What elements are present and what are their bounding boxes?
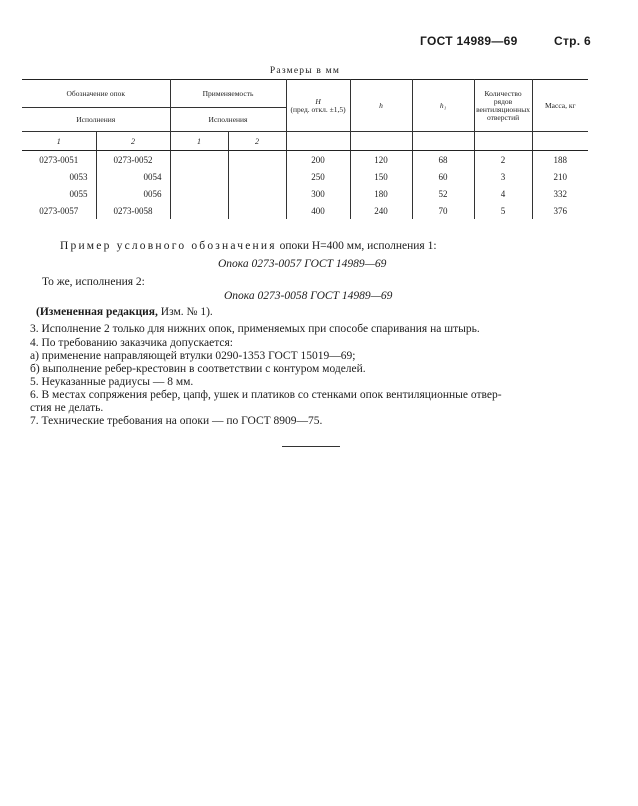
- header-app-version-1: 1: [170, 132, 228, 151]
- cell-h: 180: [350, 185, 412, 202]
- header-versions-1: Исполнения: [22, 108, 170, 132]
- end-rule: [282, 446, 340, 447]
- cell-rows: 2: [474, 151, 532, 169]
- cell-h: 150: [350, 168, 412, 185]
- cell-H: 300: [286, 185, 350, 202]
- revision-note: (Измененная редакция, Изм. № 1).: [36, 306, 213, 318]
- cell-v2: 0056: [96, 185, 170, 202]
- header-designation: Обозначение опок: [22, 80, 170, 108]
- cell-h1: 52: [412, 185, 474, 202]
- cell-h: 120: [350, 151, 412, 169]
- dimensions-table: [22, 79, 588, 219]
- table-caption: Размеры в мм: [269, 66, 341, 76]
- header-version-1: 1: [22, 132, 96, 151]
- header-versions-2: Исполнения: [170, 108, 286, 132]
- cell-H: 200: [286, 151, 350, 169]
- header-h: h: [350, 80, 412, 132]
- cell-h1: 60: [412, 168, 474, 185]
- cell-h: 240: [350, 202, 412, 219]
- cell-h1: 68: [412, 151, 474, 169]
- cell-v2: 0273-0052: [96, 151, 170, 169]
- item-4a: а) применение направляющей втулки 0290-1353 ГОСТ 15019—69;: [30, 350, 356, 362]
- item-4b: б) выполнение ребер-крестовин в соответствии с контуром моделей.: [30, 363, 366, 375]
- item-7: 7. Технические требования на опоки — по ГОСТ 8909—75.: [30, 415, 323, 427]
- cell-rows: 3: [474, 168, 532, 185]
- cell-mass: 332: [532, 185, 588, 202]
- header-applicability: Применяемость: [170, 80, 286, 108]
- cell-mass: 188: [532, 151, 588, 169]
- table-row: [22, 168, 588, 185]
- example-heading: Пример условного обозначения опоки H=400 мм, исполнения 1:: [60, 240, 437, 252]
- item-5: 5. Неуказанные радиусы — 8 мм.: [30, 376, 194, 388]
- example-designation-2: Опока 0273-0058 ГОСТ 14989—69: [224, 290, 393, 302]
- item-6-continued: стия не делать.: [30, 402, 104, 414]
- item-4: 4. По требованию заказчика допускается:: [30, 337, 234, 349]
- header-H-note: (пред. откл. ±1,5): [290, 104, 346, 114]
- header-vent-rows: Количество рядов вентиляционных отверстий: [474, 80, 532, 132]
- cell-rows: 5: [474, 202, 532, 219]
- cell-v2: 0273-0058: [96, 202, 170, 219]
- standard-number: ГОСТ 14989—69: [420, 34, 518, 48]
- header-version-2: 2: [96, 132, 170, 151]
- example-designation-1: Опока 0273-0057 ГОСТ 14989—69: [218, 258, 387, 270]
- table-row: [22, 151, 588, 169]
- cell-v1: 0273-0051: [22, 151, 96, 169]
- item-3: 3. Исполнение 2 только для нижних опок, применяемых при способе спаривания на штырь.: [30, 323, 480, 335]
- cell-v1: 0055: [22, 185, 96, 202]
- page-header: [420, 34, 620, 48]
- cell-v1: 0053: [22, 168, 96, 185]
- table-row: [22, 202, 588, 219]
- cell-v2: 0054: [96, 168, 170, 185]
- cell-H: 250: [286, 168, 350, 185]
- header-app-version-2: 2: [228, 132, 286, 151]
- cell-mass: 376: [532, 202, 588, 219]
- header-h1: h₁: [412, 80, 474, 132]
- table-row: [22, 185, 588, 202]
- cell-H: 400: [286, 202, 350, 219]
- cell-rows: 4: [474, 185, 532, 202]
- cell-h1: 70: [412, 202, 474, 219]
- header-H: H (пред. откл. ±1,5): [286, 80, 350, 132]
- same-version-2: То же, исполнения 2:: [42, 276, 145, 288]
- cell-v1: 0273-0057: [22, 202, 96, 219]
- page-number: Стр. 6: [554, 34, 592, 48]
- header-mass: Масса, кг: [532, 80, 588, 132]
- item-6: 6. В местах сопряжения ребер, цапф, ушек и платиков со стенками опок вентиляционные отвер-: [30, 389, 502, 401]
- cell-mass: 210: [532, 168, 588, 185]
